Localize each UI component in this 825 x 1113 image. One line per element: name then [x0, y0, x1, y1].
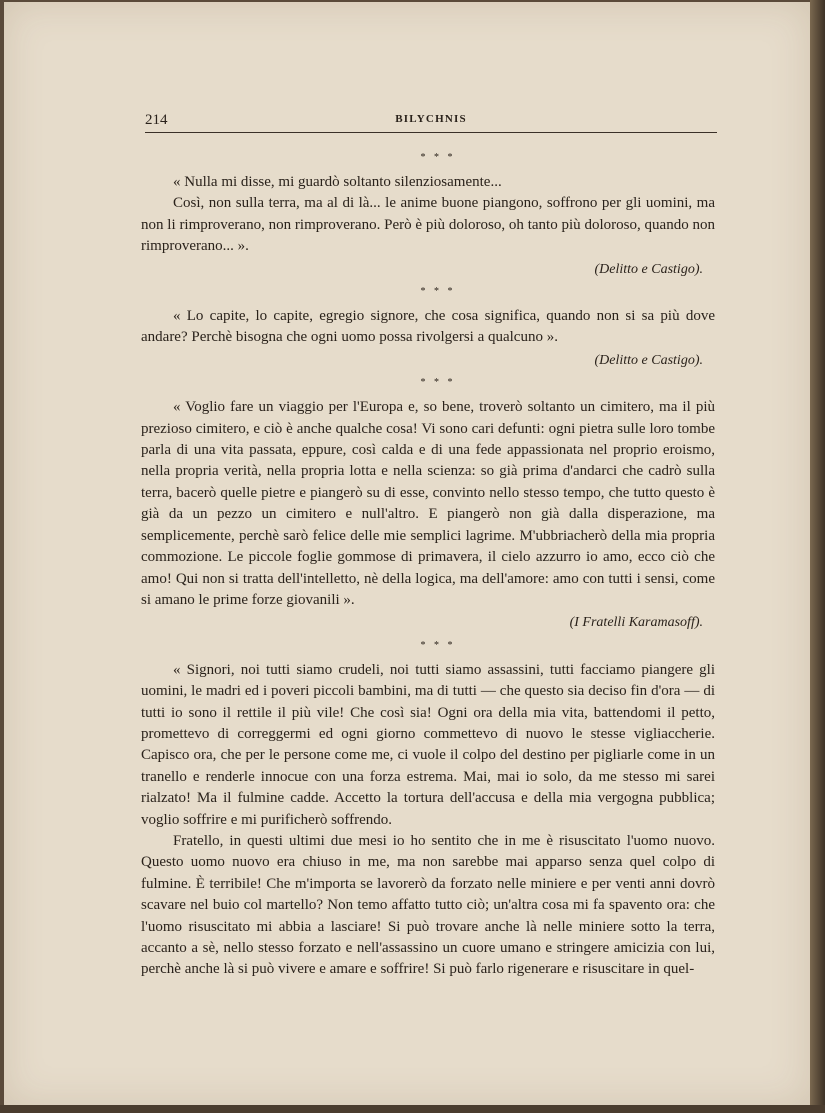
paragraph: « Nulla mi disse, mi guardò soltanto silenziosamente... [173, 174, 502, 190]
section-separator: * * * [420, 152, 456, 163]
running-title: BILYCHNIS [395, 113, 467, 125]
body-text [141, 150, 715, 981]
page-edge-bottom [0, 1105, 825, 1113]
section-separator: * * * [420, 286, 456, 298]
source-citation: (Delitto e Castigo). [594, 352, 703, 368]
source-citation: (Delitto e Castigo). [594, 261, 703, 277]
paragraph: « Signori, noi tutti siamo crudeli, noi tutti siamo assassini, tutti facciamo piangere gli uomini, le madri ed i poveri piccoli bambini, ma di tutti — che questo sia deciso fin d'ora — di tutti io sono il rettile il più vile! Che così sia! Ogni ora della mia vita, battendomi il petto, promettevo di correggermi ed ogni giorno commettevo di nuovo le stesse vigliaccherie. Capisco ora, che per le persone come me, ci vuole il colpo del destino per pigliarle come in un tranello e renderle innocue con una forza estrema. Mai, mai io solo, da me stesso mi sarei rialzato! Ma il fulmine cadde. Accetto la tortura dell'accusa e della mia vergogna pubblica; voglio soffrire e mi purificherò soffrendo. [141, 661, 715, 828]
paragraph: « Lo capite, lo capite, egregio signore, che cosa significa, quando non si sa più dove andare? Perchè bisogna che ogni uomo possa rivolgersi a qualcuno ». [141, 308, 715, 346]
paragraph: Fratello, in questi ultimi due mesi io ho sentito che in me è risuscitato l'uomo nuovo. Questo uomo nuovo era chiuso in me, ma non sarebbe mai apparso senza quel colpo di fulmine. È terribile! Che m'importa se lavorerò da forzato nelle miniere e per venti anni dovrò scavare nel buio col martello? Non temo affatto tutto ciò; un'altra cosa mi fa spavento ora: che l'uomo risuscitato mi abbia a lasciare! Si può trovare anche là nelle miniere sotto la terra, accanto a sè, nello stesso forzato e nell'assassino un cuore umano e stringere amicizia con lui, perchè anche là si può vivere e amare e soffrire! Si può farlo rigenerare e risuscitare in quel- [141, 832, 715, 978]
page-number: 214 [145, 112, 168, 128]
page-header [145, 110, 717, 133]
paragraph: Così, non sulla terra, ma al di là... le anime buone piangono, soffrono per gli uomini, ma non li rimproverano, non rimproverano. Però è più doloroso, oh tanto più doloroso, quando non rimproverano... ». [141, 195, 715, 255]
section-separator: * * * [420, 377, 456, 389]
page-edge-right [810, 0, 825, 1113]
paragraph: « Voglio fare un viaggio per l'Europa e, so bene, troverò soltanto un cimitero, ma il più prezioso cimitero, e ciò è anche qualche cosa! Vi sono cari defunti: ogni pietra sulle loro tombe parla di una vita passata, eppure, così calda e di una fede appassionata nel proprio eroismo, nella propria verità, nella propria lotta e nella scienza: so già prima d'andarci che cadrò sulla terra, bacerò quelle pietre e piangerò su di esse, convinto nello stesso tempo, che tutto questo è già da un pezzo un cimitero e null'altro. E piangerò non già dalla disperazione, ma semplicemente, perchè sarò felice delle mie semplici lagrime. M'ubbriacherò della mia propria commozione. Le piccole foglie gommose di primavera, il cielo azzurro io amo, ecco ciò che amo! Qui non si tratta dell'intelletto, nè della logica, ma dell'amore: amo con tutti i sensi, come si amano le prime forze giovanili ». [141, 399, 715, 608]
section-separator: * * * [420, 639, 456, 651]
source-citation: (I Fratelli Karamasoff). [569, 615, 703, 631]
